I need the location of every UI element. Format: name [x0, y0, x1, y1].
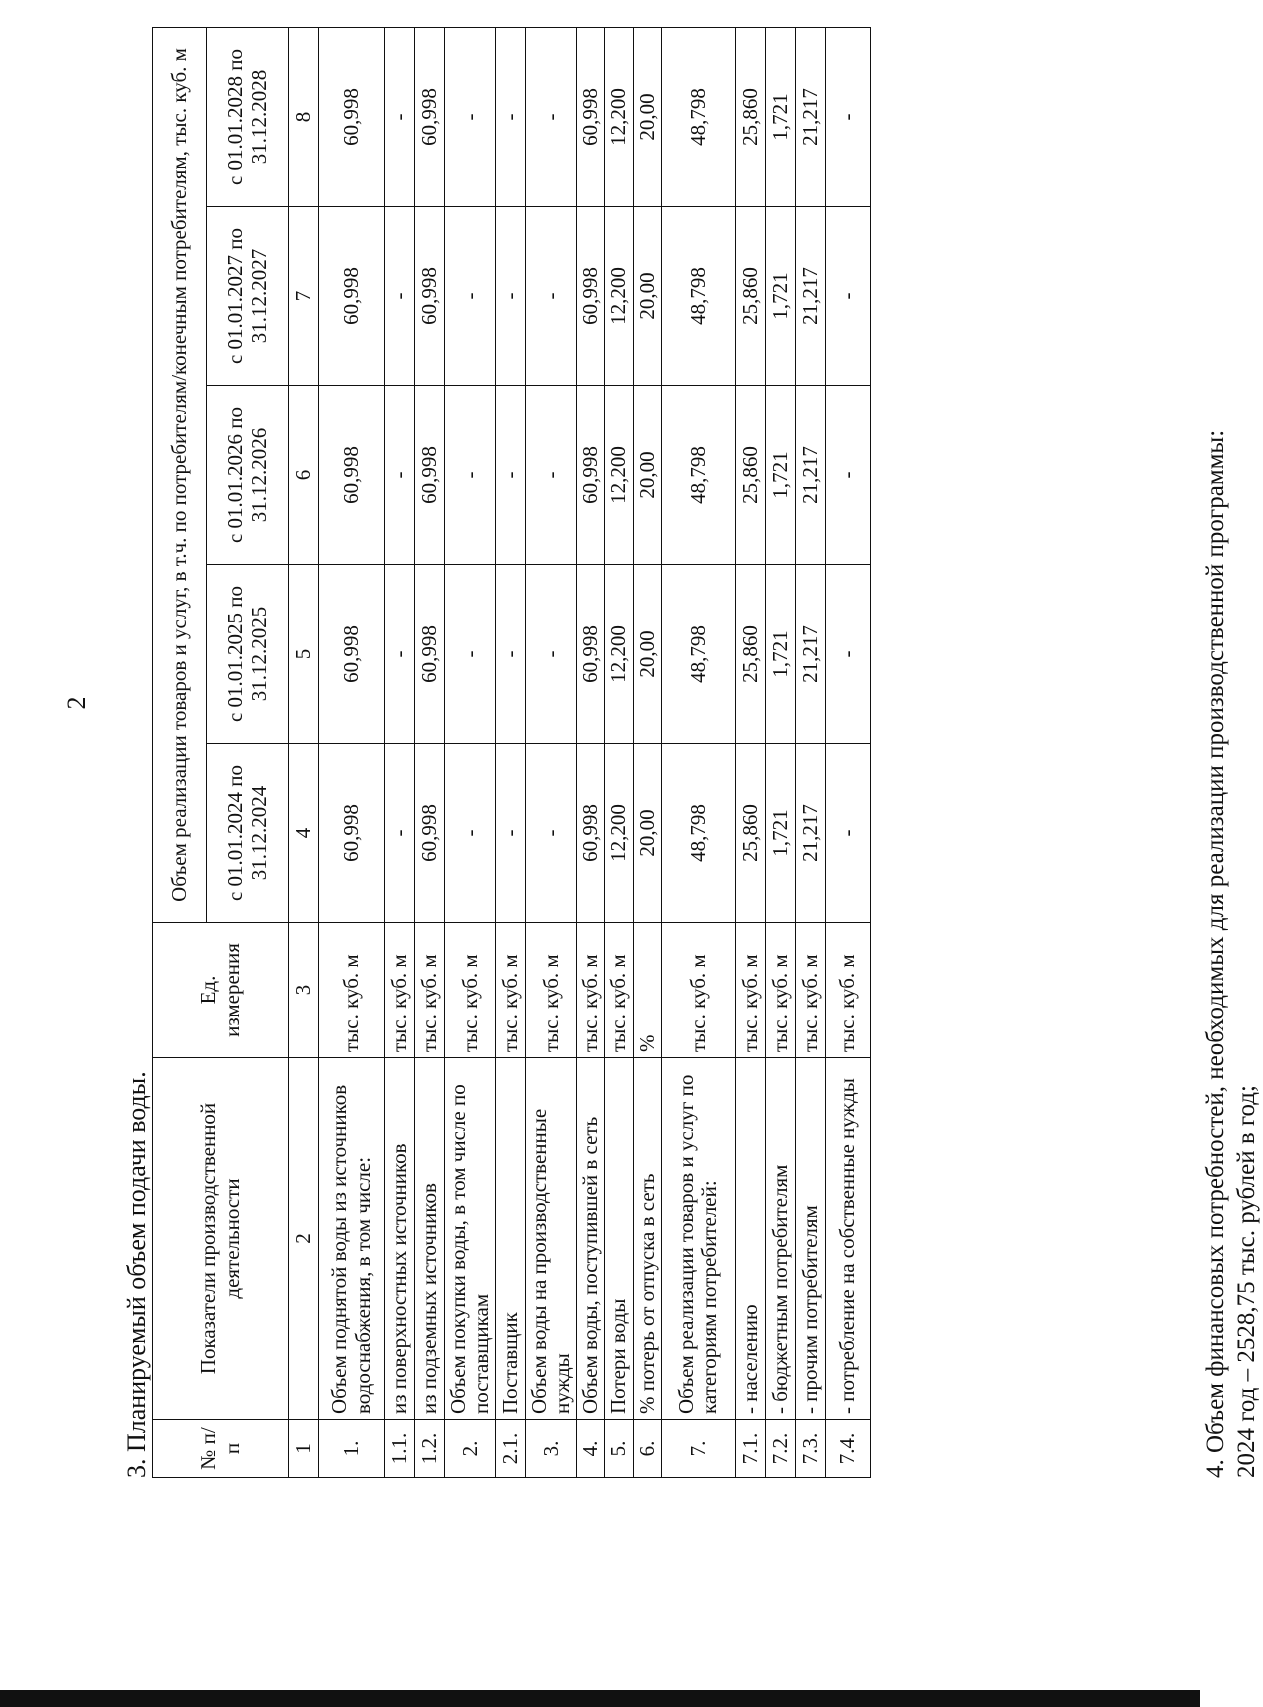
row-value: 21,217 [795, 744, 825, 923]
table-row [445, 28, 496, 1478]
row-value: - [825, 386, 870, 565]
row-unit: тыс. куб. м [385, 923, 415, 1058]
row-value: - [496, 386, 526, 565]
header-num: № п/п [153, 1420, 289, 1478]
row-value: 20,00 [633, 386, 661, 565]
row-value: 60,998 [415, 565, 445, 744]
row-value: 60,998 [319, 207, 385, 386]
row-value: 60,998 [319, 28, 385, 207]
header-period-2024: с 01.01.2024 по 31.12.2024 [207, 744, 289, 923]
rotated-page-content [62, 28, 1261, 1478]
row-num: 5. [605, 1420, 633, 1478]
row-value: 60,998 [415, 28, 445, 207]
row-value: 48,798 [661, 28, 735, 207]
table-row [385, 28, 415, 1478]
row-indicator: из подземных источников [415, 1058, 445, 1420]
row-unit: тыс. куб. м [415, 923, 445, 1058]
financial-needs-heading: 4. Объем финансовых потребностей, необходимых для реализации производственной программы: [1202, 429, 1229, 1478]
row-num: 3. [526, 1420, 577, 1478]
row-num: 1.1. [385, 1420, 415, 1478]
water-supply-table [152, 27, 871, 1478]
row-value: 12,200 [605, 744, 633, 923]
row-indicator: % потерь от отпуска в сеть [633, 1058, 661, 1420]
row-value: 48,798 [661, 386, 735, 565]
header-period-2025: с 01.01.2025 по 31.12.2025 [207, 565, 289, 744]
table-row [795, 28, 825, 1478]
row-value: - [526, 207, 577, 386]
row-value: 48,798 [661, 744, 735, 923]
row-unit: тыс. куб. м [735, 923, 765, 1058]
row-value: - [825, 28, 870, 207]
row-value: - [385, 565, 415, 744]
row-value: 60,998 [577, 565, 605, 744]
table-row [765, 28, 795, 1478]
row-value: 1,721 [765, 28, 795, 207]
row-unit: % [633, 923, 661, 1058]
row-value: - [385, 207, 415, 386]
row-indicator: Потери воды [605, 1058, 633, 1420]
row-value: 21,217 [795, 28, 825, 207]
row-num: 4. [577, 1420, 605, 1478]
table-row [577, 28, 605, 1478]
row-indicator: - потребление на собственные нужды [825, 1058, 870, 1420]
table-row [633, 28, 661, 1478]
col-number: 4 [289, 744, 319, 923]
row-value: 48,798 [661, 565, 735, 744]
row-value: 25,860 [735, 207, 765, 386]
row-num: 7.3. [795, 1420, 825, 1478]
col-number: 6 [289, 386, 319, 565]
row-unit: тыс. куб. м [445, 923, 496, 1058]
row-indicator: Объем покупки воды, в том числе по поставщикам [445, 1058, 496, 1420]
page-number: 2 [62, 696, 91, 710]
row-value: 1,721 [765, 207, 795, 386]
row-num: 1.2. [415, 1420, 445, 1478]
financial-needs-2024: 2024 год – 2528,75 тыс. рублей в год; [1233, 1085, 1261, 1478]
row-value: - [496, 207, 526, 386]
row-value: - [496, 28, 526, 207]
table-row [605, 28, 633, 1478]
row-num: 1. [319, 1420, 385, 1478]
row-value: 25,860 [735, 565, 765, 744]
row-value: 12,200 [605, 565, 633, 744]
header-period-2027: с 01.01.2027 по 31.12.2027 [207, 207, 289, 386]
row-indicator: Поставщик [496, 1058, 526, 1420]
row-indicator: - бюджетным потребителям [765, 1058, 795, 1420]
row-value: - [385, 386, 415, 565]
row-value: - [825, 207, 870, 386]
row-num: 6. [633, 1420, 661, 1478]
row-value: 60,998 [577, 744, 605, 923]
row-value: - [496, 744, 526, 923]
row-value: 20,00 [633, 28, 661, 207]
row-value: 25,860 [735, 28, 765, 207]
row-num: 7.4. [825, 1420, 870, 1478]
row-num: 2. [445, 1420, 496, 1478]
row-value: 1,721 [765, 565, 795, 744]
row-value: - [385, 744, 415, 923]
row-indicator: - прочим потребителям [795, 1058, 825, 1420]
row-indicator: из поверхностных источников [385, 1058, 415, 1420]
row-indicator: - населению [735, 1058, 765, 1420]
row-unit: тыс. куб. м [319, 923, 385, 1058]
row-value: 60,998 [577, 386, 605, 565]
row-value: - [496, 565, 526, 744]
row-value: 60,998 [319, 744, 385, 923]
row-value: - [445, 744, 496, 923]
table-row [825, 28, 870, 1478]
row-num: 7.2. [765, 1420, 795, 1478]
row-value: 60,998 [577, 28, 605, 207]
row-value: 60,998 [415, 386, 445, 565]
col-number: 3 [289, 923, 319, 1058]
row-value: - [825, 744, 870, 923]
header-unit: Ед. измерения [153, 923, 289, 1058]
header-indicator: Показатели производственной деятельности [153, 1058, 289, 1420]
row-value: 60,998 [415, 744, 445, 923]
row-value: 1,721 [765, 386, 795, 565]
section-title: 3. Планируемый объем подачи воды. [122, 1071, 151, 1478]
row-value: 12,200 [605, 207, 633, 386]
row-value: 21,217 [795, 207, 825, 386]
row-indicator: Объем воды на производственные нужды [526, 1058, 577, 1420]
financial-needs-section [1200, 28, 1263, 1478]
table-row [415, 28, 445, 1478]
row-value: - [526, 744, 577, 923]
row-num: 7.1. [735, 1420, 765, 1478]
row-unit: тыс. куб. м [795, 923, 825, 1058]
row-value: 48,798 [661, 207, 735, 386]
col-number: 5 [289, 565, 319, 744]
row-value: - [385, 28, 415, 207]
row-value: - [445, 28, 496, 207]
table-row [735, 28, 765, 1478]
table-row [496, 28, 526, 1478]
col-number: 8 [289, 28, 319, 207]
row-indicator: Объем воды, поступившей в сеть [577, 1058, 605, 1420]
row-value: 25,860 [735, 744, 765, 923]
row-value: 60,998 [415, 207, 445, 386]
row-num: 7. [661, 1420, 735, 1478]
col-number: 1 [289, 1420, 319, 1478]
row-value: 1,721 [765, 744, 795, 923]
header-volume-group: Объем реализации товаров и услуг, в т.ч. по потребителям/конечным потребителям, тыс. куб. м [153, 28, 207, 923]
row-value: 12,200 [605, 386, 633, 565]
row-unit: тыс. куб. м [765, 923, 795, 1058]
row-value: 60,998 [319, 565, 385, 744]
row-value: 20,00 [633, 565, 661, 744]
table-row [661, 28, 735, 1478]
table-row [319, 28, 385, 1478]
row-value: 21,217 [795, 565, 825, 744]
row-unit: тыс. куб. м [496, 923, 526, 1058]
row-value: - [526, 386, 577, 565]
header-period-2026: с 01.01.2026 по 31.12.2026 [207, 386, 289, 565]
row-value: 20,00 [633, 744, 661, 923]
row-value: - [526, 565, 577, 744]
row-unit: тыс. куб. м [577, 923, 605, 1058]
row-value: - [445, 565, 496, 744]
row-value: 20,00 [633, 207, 661, 386]
row-value: 12,200 [605, 28, 633, 207]
row-value: - [526, 28, 577, 207]
row-unit: тыс. куб. м [526, 923, 577, 1058]
col-number: 7 [289, 207, 319, 386]
row-value: 60,998 [319, 386, 385, 565]
row-unit: тыс. куб. м [825, 923, 870, 1058]
row-value: - [825, 565, 870, 744]
row-value: - [445, 386, 496, 565]
row-value: - [445, 207, 496, 386]
row-unit: тыс. куб. м [605, 923, 633, 1058]
row-num: 2.1. [496, 1420, 526, 1478]
row-value: 25,860 [735, 386, 765, 565]
table-body [319, 28, 871, 1478]
row-indicator: Объем поднятой воды из источников водоснабжения, в том числе: [319, 1058, 385, 1420]
row-unit: тыс. куб. м [661, 923, 735, 1058]
scan-edge-bar [0, 1690, 1200, 1707]
row-value: 21,217 [795, 386, 825, 565]
row-indicator: Объем реализации товаров и услуг по категориям потребителей: [661, 1058, 735, 1420]
header-period-2028: с 01.01.2028 по 31.12.2028 [207, 28, 289, 207]
col-number: 2 [289, 1058, 319, 1420]
row-value: 60,998 [577, 207, 605, 386]
table-row [526, 28, 577, 1478]
